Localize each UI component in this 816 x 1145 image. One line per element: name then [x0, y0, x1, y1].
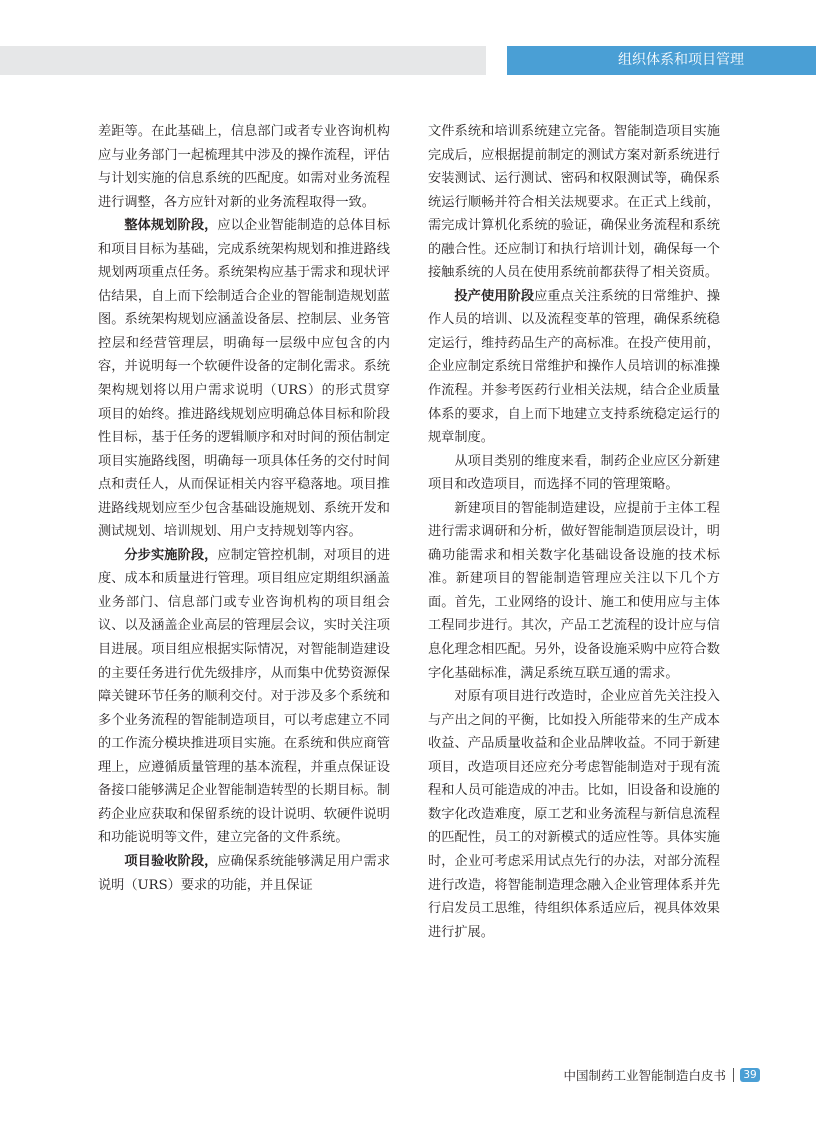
paragraph-renovation-projects: 对原有项目进行改造时，企业应首先关注投入与产出之间的平衡，比如投入所能带来的生产成本收益、产品质量收益和企业品牌收益。不同于新建项目，改造项目还应充分考虑智能制造对于现有流程和人员可能造成的冲击。比如，旧设备和设施的数字化改造难度，原工艺和业务流程与新信息流程的匹配性，员工的对新模式的适应性等。具体实施时，企业可考虑采用试点先行的办法，对部分流程进行改造，将智能制造理念融入企业管理体系并先行启发员工思维，待组织体系适应后，视具体效果进行扩展。 [428, 689, 720, 940]
stage-text-project-acceptance: 应确保系统能够满足用户需求说明（URS）要求的功能，并且保证 [98, 853, 391, 893]
paragraph-production-use [428, 285, 720, 450]
stage-text-production-use: 应重点关注系统的日常维护、操作人员的培训、以及流程变革的管理，确保系统稳定运行，维持药品生产的高标准。在投产使用前，企业应制定系统日常维护和操作人员培训的标准操作流程。并参考医药行业相关法规，结合企业质量体系的要求，自上而下地建立支持系统稳定运行的规章制度。 [428, 288, 721, 446]
stage-label-project-acceptance: 项目验收阶段， [124, 853, 218, 869]
paragraph-gap-analysis: 差距等。在此基础上，信息部门或者专业咨询机构应与业务部门一起梳理其中涉及的操作流程，评估与计划实施的信息系统的匹配度。如需对业务流程进行调整，各方应针对新的业务流程取得一致。 [98, 124, 390, 210]
stage-label-overall-planning: 整体规划阶段， [124, 218, 218, 234]
footer-book-title: 中国制药工业智能制造白皮书 [563, 1068, 726, 1083]
footer-divider [733, 1068, 734, 1082]
paragraph-phased-implementation [98, 544, 390, 850]
paragraph-new-projects: 新建项目的智能制造建设，应提前于主体工程进行需求调研和分析，做好智能制造顶层设计，明确功能需求和相关数字化基础设备设施的技术标准。新建项目的智能制造管理应关注以下几个方面。首先，工业网络的设计、施工和使用应与主体工程同步进行。其次，产品工艺流程的设计应与信息化理念相匹配。另外，设备设施采购中应符合数字化基础标准，满足系统互联互通的需求。 [428, 500, 720, 681]
right-column [428, 120, 720, 944]
paragraph-project-acceptance [98, 850, 390, 897]
page-number-badge: 39 [740, 1068, 760, 1082]
stage-text-overall-planning: 应以企业智能制造的总体目标和项目目标为基础，完成系统架构规划和推进路线规划两项重点任务。系统架构应基于需求和现状评估结果，自上而下绘制适合企业的智能制造规划蓝图。系统架构规划应涵盖设备层、控制层、业务管控层和经营管理层，明确每一层级中应包含的内容，并说明每一个软硬件设备的定制化需求。系统架构规划将以用户需求说明（URS）的形式贯穿项目的始终。推进路线规划应明确总体目标和阶段性目标，基于任务的逻辑顺序和对时间的预估制定项目实施路线图，明确每一项具体任务的交付时间点和责任人，从而保证相关内容平稳落地。项目推进路线规划应至少包含基础设施规划、系统开发和测试规划、培训规划、用户支持规划等内容。 [98, 218, 391, 540]
stage-label-production-use: 投产使用阶段 [454, 288, 535, 304]
footer [563, 1065, 760, 1085]
section-title: 组织体系和项目管理 [618, 52, 744, 68]
stage-text-phased-implementation: 应制定管控机制，对项目的进度、成本和质量进行管理。项目组应定期组织涵盖业务部门、信息部门或专业咨询机构的项目组会议、以及涵盖企业高层的管理层会议，实时关注项目进展。项目组应根据实际情况，对智能制造建设的主要任务进行优先级排序，从而集中优势资源保障关键环节任务的顺利交付。对于涉及多个系统和多个业务流程的智能制造项目，可以考虑建立不同的工作流分模块推进项目实施。在系统和供应商管理上，应遵循质量管理的基本流程，并重点保证设备接口能够满足企业智能制造转型的长期目标。制药企业应获取和保留系统的设计说明、软硬件说明和功能说明等文件，建立完备的文件系统。 [98, 547, 391, 846]
paragraph-acceptance-continued: 文件系统和培训系统建立完备。智能制造项目实施完成后，应根据提前制定的测试方案对新系统进行安装测试、运行测试、密码和权限测试等，确保系统运行顺畅并符合相关法规要求。在正式上线前，需完成计算机化系统的验证，确保业务流程和系统的融合性。还应制订和执行培训计划，确保每一个接触系统的人员在使用系统前都获得了相关资质。 [428, 124, 720, 281]
paragraph-overall-planning [98, 214, 390, 544]
stage-label-phased-implementation: 分步实施阶段， [124, 547, 218, 563]
left-column [98, 120, 390, 897]
header-gray-bar [0, 46, 486, 75]
paragraph-project-categories: 从项目类别的维度来看，制药企业应区分新建项目和改造项目，而选择不同的管理策略。 [428, 453, 720, 493]
